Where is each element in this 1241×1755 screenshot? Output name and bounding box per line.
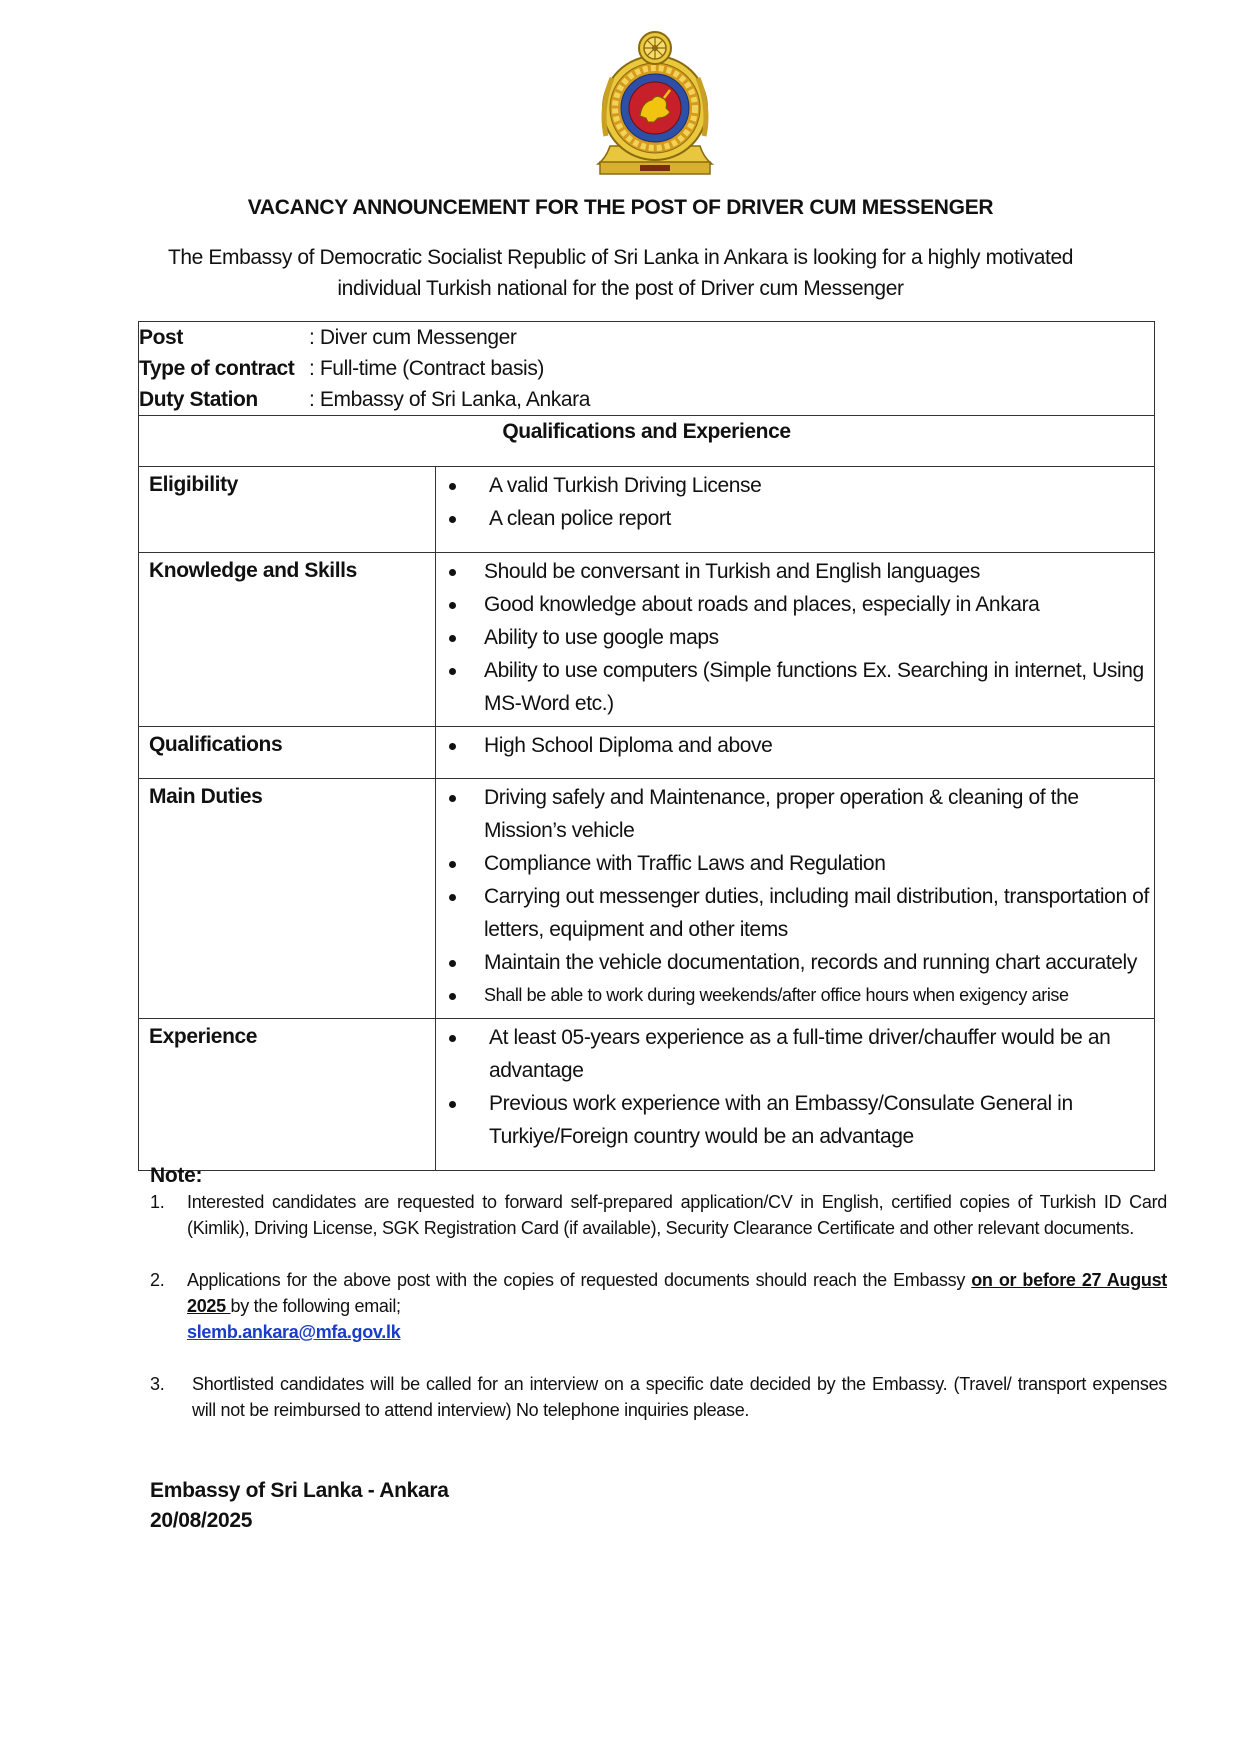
note-item: [150, 1189, 1167, 1241]
eligibility-list: [436, 469, 1150, 535]
note-text: Interested candidates are requested to forward self-prepared application/CV in English, certified copies of Turkish ID Card (Kimlik), Driving License, SGK Registration Card (if available), Security Clearance Certificate and other relevant documents.: [187, 1192, 1167, 1238]
list-item: At least 05-years experience as a full-time driver/chauffer would be an advantage: [436, 1021, 1150, 1087]
note-text-end: by the following email;: [230, 1296, 401, 1316]
contract-value: : Full-time (Contract basis): [309, 357, 545, 380]
note-item: [150, 1371, 1167, 1423]
list-item: Ability to use computers (Simple functions Ex. Searching in internet, Using MS-Word etc.): [436, 654, 1150, 720]
note-number: 1.: [150, 1192, 165, 1212]
table-row: [139, 779, 1155, 1019]
post-row: [139, 322, 1154, 353]
vacancy-table: [138, 321, 1155, 1171]
section-label: Main Duties: [139, 779, 436, 1019]
duties-list: [436, 781, 1150, 1012]
list-item: Should be conversant in Turkish and English languages: [436, 555, 1150, 588]
page-title: VACANCY ANNOUNCEMENT FOR THE POST OF DRIVER CUM MESSENGER: [247, 196, 994, 219]
email-link[interactable]: slemb.ankara@mfa.gov.lk: [187, 1322, 401, 1342]
section-label: Knowledge and Skills: [139, 553, 436, 727]
note-title: Note:: [150, 1164, 203, 1187]
list-item: A valid Turkish Driving License: [436, 469, 1150, 502]
list-item: Shall be able to work during weekends/after office hours when exigency arise: [436, 979, 1150, 1012]
list-item: Ability to use google maps: [436, 621, 1150, 654]
table-row: [139, 1019, 1155, 1171]
post-details-cell: [139, 322, 1155, 416]
section-label: Eligibility: [139, 467, 436, 553]
signature-date: 20/08/2025: [150, 1509, 253, 1532]
experience-list: [436, 1021, 1150, 1153]
station-label: Duty Station: [139, 388, 258, 411]
deadline-text: on or before 27 August 2025: [187, 1270, 1167, 1316]
note-text: [187, 1267, 1167, 1345]
qualifications-heading: Qualifications and Experience: [139, 416, 1155, 467]
contract-row: [139, 353, 1154, 384]
section-label: Experience: [139, 1019, 436, 1171]
contract-label: Type of contract: [139, 357, 295, 380]
station-value: : Embassy of Sri Lanka, Ankara: [309, 388, 590, 411]
table-row: [139, 467, 1155, 553]
list-item: Previous work experience with an Embassy/Consulate General in Turkiye/Foreign country would be an advantage: [436, 1087, 1150, 1153]
list-item: A clean police report: [436, 502, 1150, 535]
sri-lanka-emblem-icon: [596, 26, 714, 180]
list-item: Maintain the vehicle documentation, records and running chart accurately: [436, 946, 1150, 979]
post-value: : Diver cum Messenger: [309, 326, 517, 349]
intro-paragraph: The Embassy of Democratic Socialist Republic of Sri Lanka in Ankara is looking for a highly motivated individual Turkish national for the post of Driver cum Messenger: [167, 246, 1074, 300]
signature-block: [150, 1476, 449, 1536]
note-number: 2.: [150, 1270, 165, 1290]
notes-section: [150, 1163, 1167, 1423]
list-item: Compliance with Traffic Laws and Regulation: [436, 847, 1150, 880]
note-item: [150, 1267, 1167, 1345]
table-row: [139, 553, 1155, 727]
station-row: [139, 384, 1154, 415]
signature-org: Embassy of Sri Lanka - Ankara: [150, 1479, 449, 1502]
note-text-start: Applications for the above post with the copies of requested documents should reach the Embassy: [187, 1270, 972, 1290]
list-item: Carrying out messenger duties, including mail distribution, transportation of letters, equipment and other items: [436, 880, 1150, 946]
list-item: Good knowledge about roads and places, especially in Ankara: [436, 588, 1150, 621]
list-item: High School Diploma and above: [436, 729, 1150, 762]
skills-list: [436, 555, 1150, 720]
qualifications-list: [436, 729, 1150, 762]
note-text: Shortlisted candidates will be called for an interview on a specific date decided by the Embassy. (Travel/ transport expenses will not be reimbursed to attend interview) No telephone inquiries please.: [192, 1374, 1167, 1420]
table-row: [139, 727, 1155, 779]
note-number: 3.: [150, 1374, 165, 1394]
list-item: Driving safely and Maintenance, proper operation & cleaning of the Mission’s vehicle: [436, 781, 1150, 847]
section-label: Qualifications: [139, 727, 436, 779]
post-label: Post: [139, 326, 183, 349]
